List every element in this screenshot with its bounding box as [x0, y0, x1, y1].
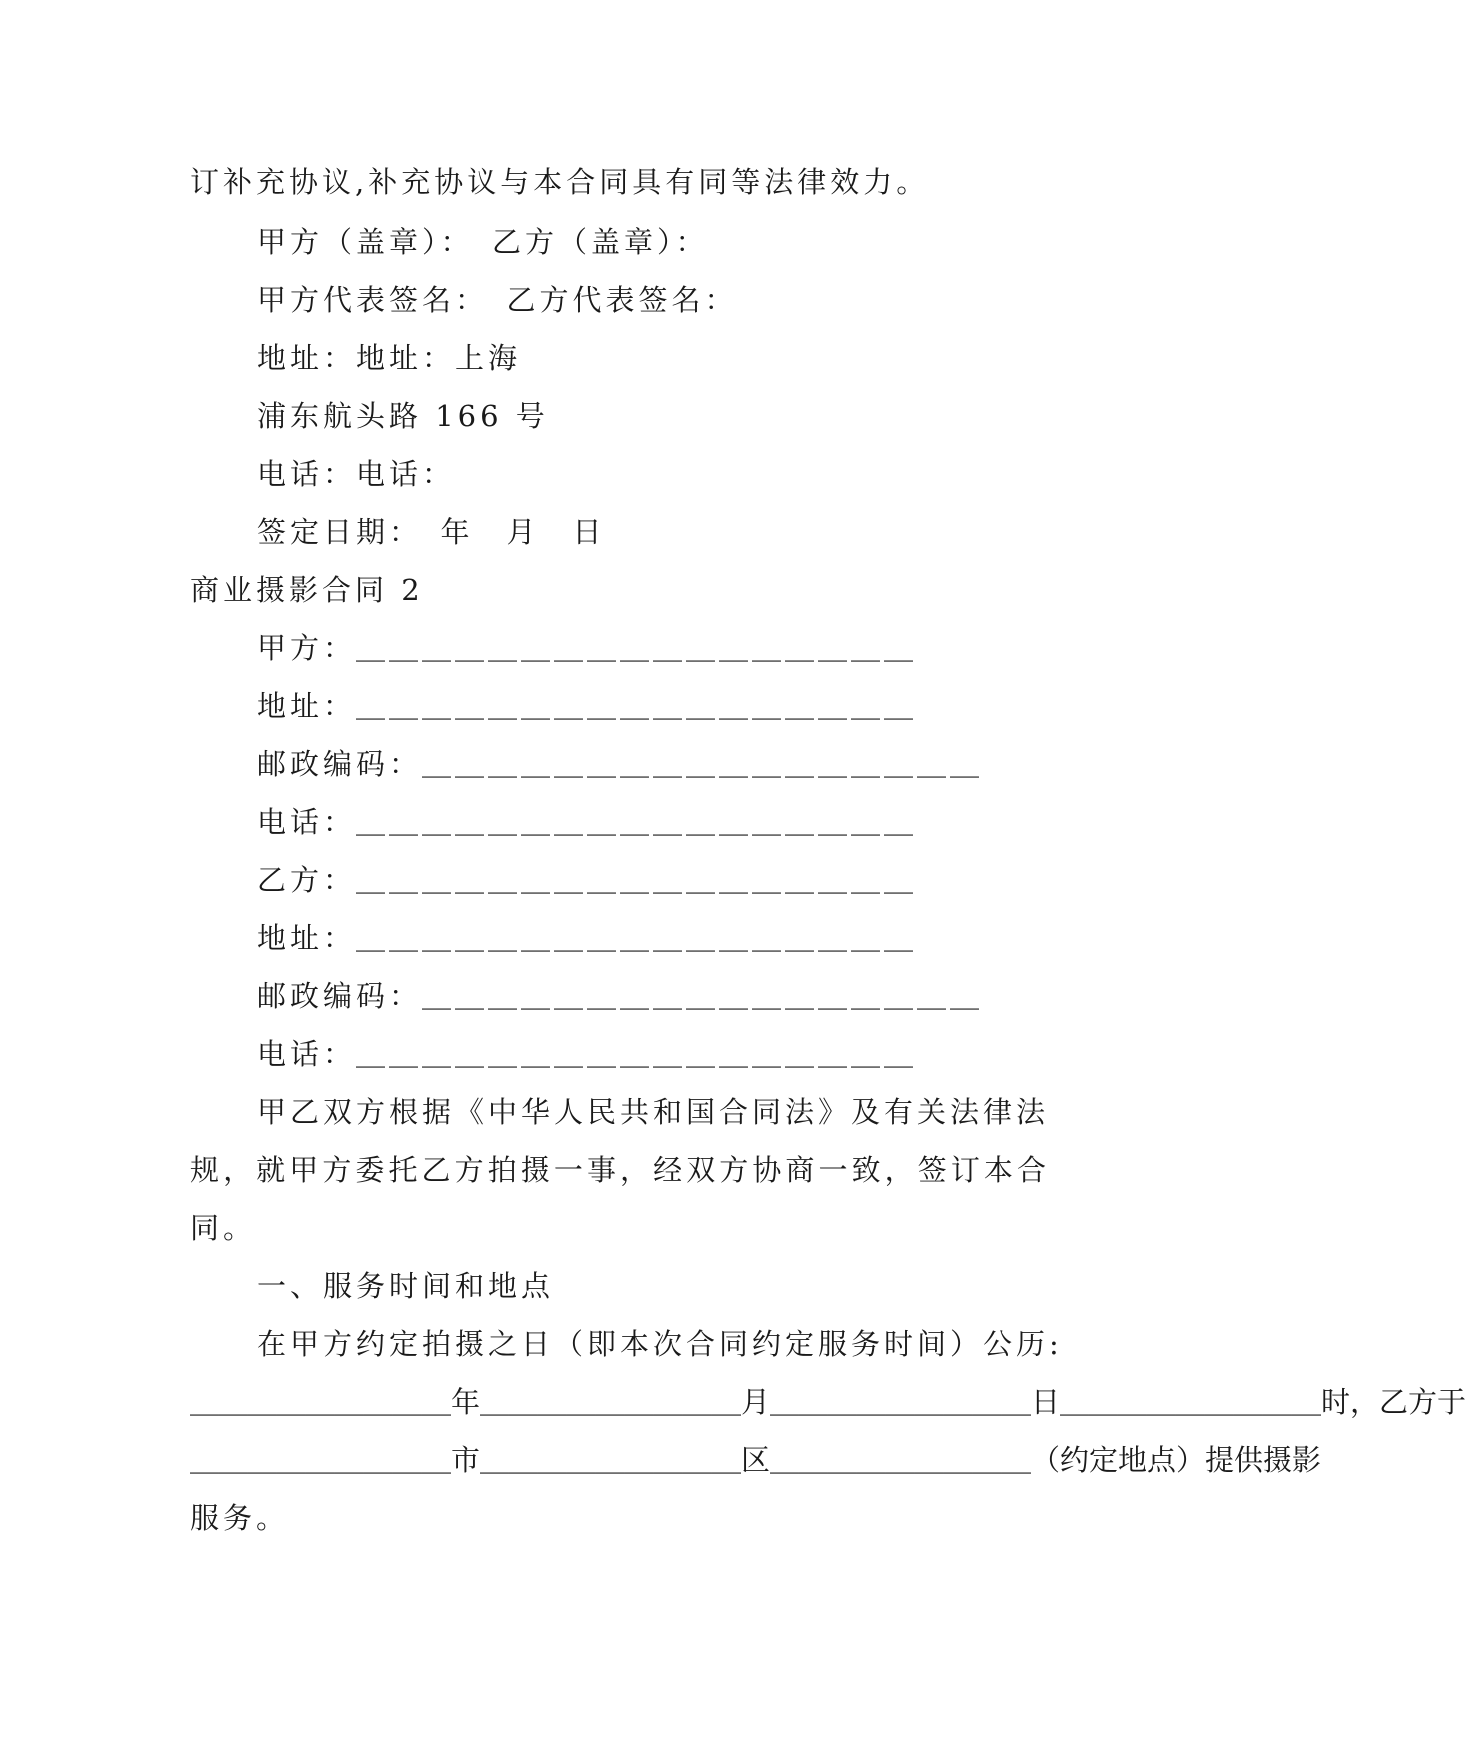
address-line: 地址：地址：上海	[257, 341, 522, 375]
signing-date-line: 签定日期： 年 月 日	[257, 515, 606, 549]
party-a-field: 甲方：＿＿＿＿＿＿＿＿＿＿＿＿＿＿＿＿＿	[257, 631, 918, 665]
service-time-line: 在甲方约定拍摄之日（即本次合同约定服务时间）公历:	[257, 1327, 1063, 1361]
party-b-phone-field: 电话：＿＿＿＿＿＿＿＿＿＿＿＿＿＿＿＿＿	[257, 1037, 918, 1071]
party-a-postcode-field: 邮政编码：＿＿＿＿＿＿＿＿＿＿＿＿＿＿＿＿＿	[257, 747, 984, 781]
party-a-address-field: 地址：＿＿＿＿＿＿＿＿＿＿＿＿＿＿＿＿＿	[257, 689, 918, 723]
party-b-address-field: 地址：＿＿＿＿＿＿＿＿＿＿＿＿＿＿＿＿＿	[257, 921, 918, 955]
phone-line: 电话：电话：	[257, 457, 456, 491]
address-continuation-line: 浦东航头路 166 号	[257, 399, 549, 433]
service-time-blanks-line: ＿＿＿＿＿＿＿＿＿年＿＿＿＿＿＿＿＿＿月＿＿＿＿＿＿＿＿＿日＿＿＿＿＿＿＿＿＿时，乙方于	[190, 1385, 1466, 1419]
party-b-postcode-field: 邮政编码：＿＿＿＿＿＿＿＿＿＿＿＿＿＿＿＿＿	[257, 979, 984, 1013]
agreement-paragraph-line: 甲乙双方根据《中华人民共和国合同法》及有关法律法	[257, 1095, 1050, 1129]
contract-title: 商业摄影合同 2	[190, 573, 424, 607]
service-line: 服务。	[190, 1501, 290, 1535]
paragraph-line: 订补充协议,补充协议与本合同具有同等法律效力。	[190, 165, 930, 199]
party-b-field: 乙方：＿＿＿＿＿＿＿＿＿＿＿＿＿＿＿＿＿	[257, 863, 918, 897]
section-heading: 一、服务时间和地点	[257, 1269, 555, 1303]
representative-signature-line: 甲方代表签名： 乙方代表签名：	[257, 283, 738, 317]
party-a-seal-line: 甲方（盖章）： 乙方（盖章）：	[257, 225, 709, 259]
service-location-blanks-line: ＿＿＿＿＿＿＿＿＿市＿＿＿＿＿＿＿＿＿区＿＿＿＿＿＿＿＿＿（约定地点）提供摄影	[190, 1443, 1322, 1477]
agreement-paragraph-line: 同。	[190, 1211, 257, 1245]
agreement-paragraph-line: 规，就甲方委托乙方拍摄一事，经双方协商一致，签订本合	[190, 1153, 1050, 1187]
party-a-phone-field: 电话：＿＿＿＿＿＿＿＿＿＿＿＿＿＿＿＿＿	[257, 805, 918, 839]
